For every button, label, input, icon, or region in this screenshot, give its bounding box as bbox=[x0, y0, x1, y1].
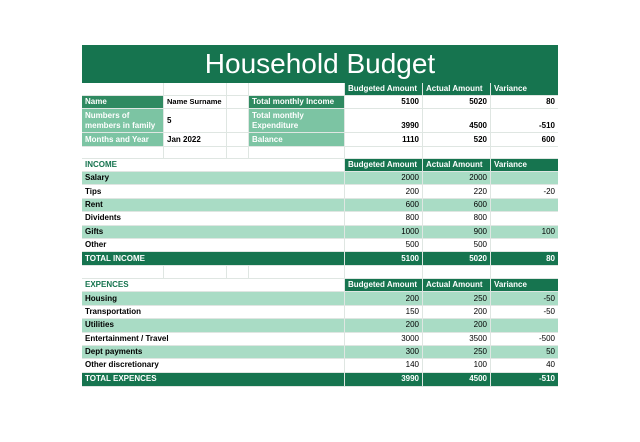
col-header-variance[interactable]: Variance bbox=[491, 159, 558, 171]
empty-cell[interactable] bbox=[227, 147, 249, 158]
row-budgeted[interactable]: 500 bbox=[345, 239, 423, 251]
empty-cell[interactable] bbox=[249, 147, 345, 158]
table-row bbox=[82, 346, 558, 359]
row-budgeted[interactable]: 3000 bbox=[345, 333, 423, 345]
row-budgeted[interactable]: 200 bbox=[345, 185, 423, 197]
row-label[interactable]: Entertainment / Travel bbox=[82, 333, 345, 345]
row-label[interactable]: Other bbox=[82, 239, 345, 251]
row-actual[interactable]: 200 bbox=[423, 319, 491, 331]
col-header-budgeted[interactable]: Budgeted Amount bbox=[345, 159, 423, 171]
row-actual[interactable]: 3500 bbox=[423, 333, 491, 345]
row-actual[interactable]: 250 bbox=[423, 346, 491, 358]
empty-cell[interactable] bbox=[227, 109, 249, 132]
row-budgeted[interactable]: 140 bbox=[345, 359, 423, 371]
budget-sheet bbox=[82, 45, 558, 387]
row-label[interactable]: Tips bbox=[82, 185, 345, 197]
empty-cell[interactable] bbox=[227, 83, 249, 95]
summary-label[interactable]: Total monthly Income bbox=[249, 96, 345, 108]
summary-label[interactable]: Total monthly Expenditure bbox=[249, 109, 345, 132]
summary-actual[interactable]: 5020 bbox=[423, 96, 491, 108]
empty-cell[interactable] bbox=[82, 83, 164, 95]
expenses-total-row bbox=[82, 373, 558, 387]
empty-cell[interactable] bbox=[227, 96, 249, 108]
col-header-actual[interactable]: Actual Amount bbox=[423, 83, 491, 95]
row-actual[interactable]: 200 bbox=[423, 306, 491, 318]
total-expenses-actual[interactable]: 4500 bbox=[423, 373, 491, 386]
summary-row bbox=[82, 96, 558, 109]
row-actual[interactable]: 250 bbox=[423, 292, 491, 304]
name-value[interactable]: Name Surname bbox=[164, 96, 227, 108]
row-budgeted[interactable]: 600 bbox=[345, 199, 423, 211]
income-total-row bbox=[82, 252, 558, 266]
col-header-variance[interactable]: Variance bbox=[491, 83, 558, 95]
empty-cell[interactable] bbox=[249, 83, 345, 95]
empty-cell[interactable] bbox=[82, 266, 164, 278]
total-income-actual[interactable]: 5020 bbox=[423, 252, 491, 265]
row-budgeted[interactable]: 200 bbox=[345, 292, 423, 304]
income-table bbox=[82, 172, 558, 252]
row-actual[interactable]: 220 bbox=[423, 185, 491, 197]
row-actual[interactable]: 100 bbox=[423, 359, 491, 371]
total-income-variance[interactable]: 80 bbox=[546, 253, 555, 263]
row-label[interactable]: Housing bbox=[82, 292, 345, 304]
empty-cell[interactable] bbox=[423, 266, 491, 278]
empty-cell[interactable] bbox=[345, 147, 423, 158]
spacer-row bbox=[82, 147, 558, 159]
row-label[interactable]: Dividents bbox=[82, 212, 345, 224]
col-header-actual[interactable]: Actual Amount bbox=[423, 159, 491, 171]
row-label[interactable]: Salary bbox=[82, 172, 345, 184]
table-row bbox=[82, 212, 558, 225]
table-row bbox=[82, 359, 558, 372]
summary-budgeted[interactable]: 3990 bbox=[345, 109, 423, 132]
empty-cell[interactable] bbox=[345, 266, 423, 278]
table-row bbox=[82, 172, 558, 185]
total-expenses-variance[interactable]: -510 bbox=[538, 374, 555, 384]
table-row bbox=[82, 319, 558, 332]
row-variance[interactable]: 50 bbox=[546, 347, 555, 357]
row-budgeted[interactable]: 300 bbox=[345, 346, 423, 358]
col-header-budgeted[interactable]: Budgeted Amount bbox=[345, 279, 423, 291]
members-value[interactable]: 5 bbox=[164, 109, 227, 132]
empty-cell[interactable] bbox=[82, 147, 164, 158]
income-section-title[interactable]: INCOME bbox=[82, 159, 345, 171]
row-actual[interactable]: 800 bbox=[423, 212, 491, 224]
period-label[interactable]: Months and Year bbox=[82, 133, 164, 146]
summary-budgeted[interactable]: 1110 bbox=[345, 133, 423, 146]
row-label[interactable]: Other discretionary bbox=[82, 359, 345, 371]
col-header-budgeted[interactable]: Budgeted Amount bbox=[345, 83, 423, 95]
col-header-actual[interactable]: Actual Amount bbox=[423, 279, 491, 291]
row-label[interactable]: Transportation bbox=[82, 306, 345, 318]
summary-actual[interactable]: 4500 bbox=[423, 109, 491, 132]
total-expenses-label[interactable]: TOTAL EXPENCES bbox=[82, 373, 345, 386]
summary-variance[interactable]: -510 bbox=[538, 121, 555, 130]
sheet-title[interactable]: Household Budget bbox=[82, 45, 558, 83]
summary-row bbox=[82, 133, 558, 147]
total-income-label[interactable]: TOTAL INCOME bbox=[82, 252, 345, 265]
expenses-section-title[interactable]: EXPENCES bbox=[82, 279, 345, 291]
title-row bbox=[82, 45, 558, 83]
row-variance[interactable]: 40 bbox=[546, 360, 555, 370]
total-expenses-budgeted[interactable]: 3990 bbox=[345, 373, 423, 386]
row-variance[interactable]: -50 bbox=[543, 293, 555, 303]
col-header-variance[interactable]: Variance bbox=[491, 279, 558, 291]
summary-variance[interactable]: 600 bbox=[541, 134, 555, 144]
row-variance[interactable] bbox=[491, 239, 558, 251]
row-budgeted[interactable]: 2000 bbox=[345, 172, 423, 184]
row-variance[interactable]: -50 bbox=[543, 306, 555, 316]
row-label[interactable]: Utilities bbox=[82, 319, 345, 331]
empty-cell[interactable] bbox=[164, 83, 227, 95]
table-row bbox=[82, 226, 558, 239]
row-variance[interactable] bbox=[491, 199, 558, 211]
summary-row bbox=[82, 109, 558, 133]
empty-cell[interactable] bbox=[491, 266, 558, 278]
empty-cell[interactable] bbox=[423, 147, 491, 158]
row-actual[interactable]: 2000 bbox=[423, 172, 491, 184]
summary-budgeted[interactable]: 5100 bbox=[345, 96, 423, 108]
table-row bbox=[82, 199, 558, 212]
table-row bbox=[82, 292, 558, 305]
empty-cell[interactable] bbox=[249, 266, 345, 278]
summary-variance[interactable]: 80 bbox=[546, 97, 555, 106]
row-variance[interactable] bbox=[491, 319, 558, 331]
total-income-budgeted[interactable]: 5100 bbox=[345, 252, 423, 265]
empty-cell[interactable] bbox=[164, 266, 227, 278]
row-actual[interactable]: 500 bbox=[423, 239, 491, 251]
empty-cell[interactable] bbox=[227, 133, 249, 146]
table-row bbox=[82, 185, 558, 198]
empty-cell[interactable] bbox=[164, 147, 227, 158]
row-variance[interactable]: -500 bbox=[538, 333, 555, 343]
row-variance[interactable]: 100 bbox=[541, 226, 555, 236]
row-variance[interactable] bbox=[491, 212, 558, 224]
row-actual[interactable]: 600 bbox=[423, 199, 491, 211]
summary-header-row bbox=[82, 83, 558, 96]
summary-actual[interactable]: 520 bbox=[423, 133, 491, 146]
empty-cell[interactable] bbox=[491, 147, 558, 158]
table-row bbox=[82, 306, 558, 319]
row-budgeted[interactable]: 150 bbox=[345, 306, 423, 318]
spacer-row bbox=[82, 266, 558, 279]
row-budgeted[interactable]: 200 bbox=[345, 319, 423, 331]
row-budgeted[interactable]: 800 bbox=[345, 212, 423, 224]
table-row bbox=[82, 239, 558, 252]
income-header-row bbox=[82, 159, 558, 172]
members-label[interactable]: Numbers of members in family bbox=[82, 109, 164, 132]
row-budgeted[interactable]: 1000 bbox=[345, 226, 423, 238]
row-variance[interactable]: -20 bbox=[543, 186, 555, 196]
row-actual[interactable]: 900 bbox=[423, 226, 491, 238]
empty-cell[interactable] bbox=[227, 266, 249, 278]
table-row bbox=[82, 333, 558, 346]
expenses-table bbox=[82, 292, 558, 372]
row-variance[interactable] bbox=[491, 172, 558, 184]
row-label[interactable]: Rent bbox=[82, 199, 345, 211]
row-label[interactable]: Dept payments bbox=[82, 346, 345, 358]
expenses-header-row bbox=[82, 279, 558, 292]
period-value[interactable]: Jan 2022 bbox=[164, 133, 227, 146]
row-label[interactable]: Gifts bbox=[82, 226, 345, 238]
summary-label[interactable]: Balance bbox=[249, 133, 345, 146]
name-label[interactable]: Name bbox=[82, 96, 164, 108]
